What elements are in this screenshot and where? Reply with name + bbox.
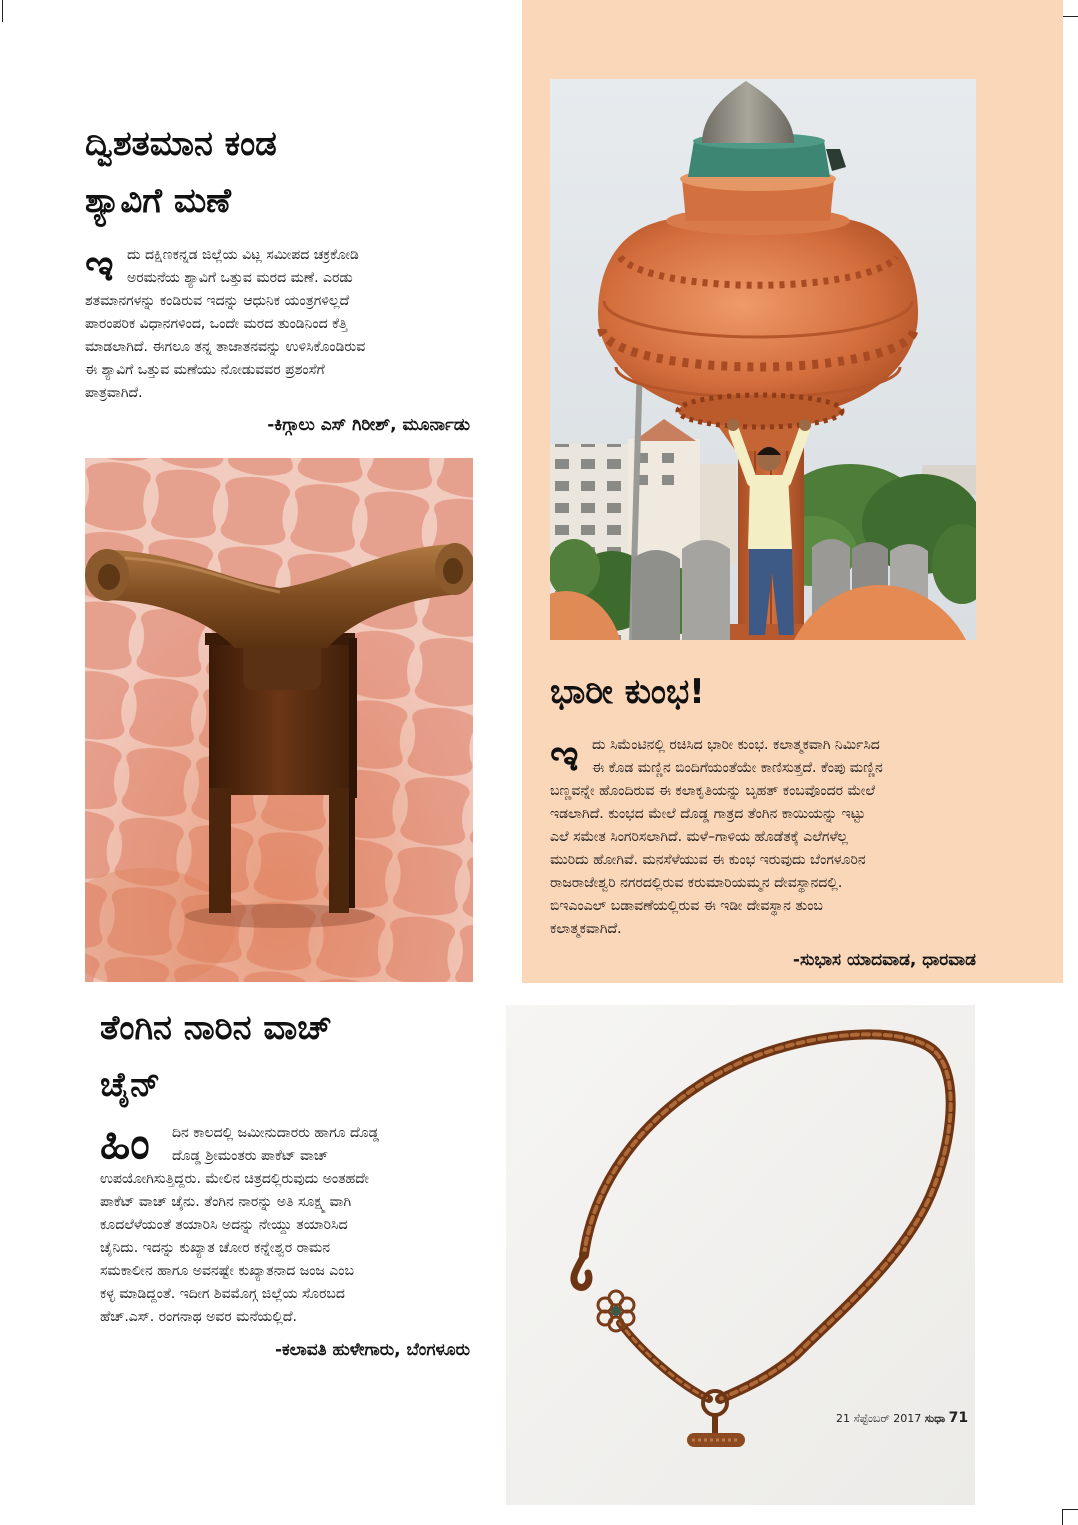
body-line: ಶತಮಾನಗಳನ್ನು ಕಂಡಿರುವ ಇದನ್ನು ಆಧುನಿಕ ಯಂತ್ರಗಳಿಲ್ಲದೆ (85, 293, 350, 309)
title-line: ದ್ವಿಶತಮಾನ ಕಂಡ (85, 124, 277, 164)
title-line: ಚೈನ್ (100, 1065, 161, 1105)
photo-wooden-seat (85, 458, 473, 982)
page-footer (836, 1408, 968, 1429)
body-line: ದೊಡ್ಡ ಶ್ರೀಮಂತರು ಪಾಕೆಟ್ ವಾಚ್ (172, 1148, 329, 1164)
byline: -ಸುಭಾಸ ಯಾದವಾಡ, ಧಾರವಾಡ (792, 950, 976, 970)
byline: -ಕಲಾವತಿ ಹುಳೇಗಾರು, ಬೆಂಗಳೂರು (274, 1340, 470, 1360)
body-line: ದು ದಕ್ಷಿಣಕನ್ನಡ ಜಿಲ್ಲೆಯ ವಿಟ್ಲ ಸಮೀಪದ ಚಕ್ರಕೋಡಿ (127, 247, 359, 263)
crop-mark-bottom-right (1062, 1509, 1078, 1510)
drop-cap: ಇ (550, 730, 579, 781)
body-line: ಕಲಾತ್ಮಕವಾಗಿದೆ. (550, 921, 622, 937)
body-line: ಪಾಕೆಟ್ ವಾಚ್ ಚೈನು. ತೆಂಗಿನ ನಾರನ್ನು ಅತಿ ಸೂಕ್ಷ್ಮ ವಾಗಿ (100, 1194, 352, 1210)
body-line: ಕೂದಲೆಳೆಯಂತೆ ತಯಾರಿಸಿ ಅದನ್ನು ನೇಯ್ದು ತಯಾರಿಸಿದ (100, 1217, 348, 1233)
body-line: ಮುರಿದು ಹೋಗಿವೆ. ಮನಸೆಳೆಯುವ ಈ ಕುಂಭ ಇರುವುದು ಬೆಂಗಳೂರಿನ (550, 852, 866, 868)
body-line: ಅರಮನೆಯ ಶ್ಯಾವಿಗೆ ಒತ್ತುವ ಮರದ ಮಣೆ. ಎರಡು (127, 270, 353, 286)
byline: -ಕಿಗ್ಗಾಲು ಎಸ್ ಗಿರೀಶ್, ಮೂರ್ನಾಡು (267, 415, 470, 435)
page-number: 71 (948, 1410, 969, 1426)
article-title (100, 1000, 331, 1114)
article-title (550, 664, 705, 721)
body-line: ಪಾತ್ರವಾಗಿದೆ. (85, 385, 143, 401)
body-line: ರಾಜರಾಜೇಶ್ವರಿ ನಗರದಲ್ಲಿರುವ ಕರುಮಾರಿಯಮ್ಮನ ದೇವಸ್ಥಾನದಲ್ಲಿ. (550, 875, 843, 891)
body-line: ದಿನ ಕಾಲದಲ್ಲಿ ಜಮೀನುದಾರರು ಹಾಗೂ ದೊಡ್ಡ (172, 1125, 380, 1141)
body-line: ಪಾರಂಪರಿಕ ವಿಧಾನಗಳಿಂದ, ಒಂದೇ ಮರದ ತುಂಡಿನಿಂದ ಕೆತ್ತಿ (85, 316, 348, 332)
body-line: ಈ ಶ್ಯಾವಿಗೆ ಒತ್ತುವ ಮಣೆಯು ನೋಡುವವರ ಪ್ರಶಂಸೆಗೆ (85, 362, 325, 378)
crop-mark-top-right (1062, 16, 1078, 17)
body-line: ಎಲೆ ಸಮೇತ ಸಿಂಗರಿಸಲಾಗಿದೆ. ಮಳೆ–ಗಾಳಿಯ ಹೊಡೆತಕ್ಕೆ ಎಲೆಗಳೆಲ್ಲ (550, 829, 848, 845)
article-body (100, 1118, 472, 1329)
article-body (550, 730, 976, 941)
title-line: ಶ್ಯಾವಿಗೆ ಮಣೆ (85, 181, 231, 221)
body-line: ಬಣ್ಣವನ್ನೇ ಹೊಂದಿರುವ ಈ ಕಲಾಕೃತಿಯನ್ನು ಬೃಹತ್ ಕಂಬವೊಂದರ ಮೇಲೆ (550, 783, 876, 799)
footer-date: 21 ಸೆಪ್ಟೆಂಬರ್ 2017 (836, 1412, 922, 1425)
body-line: ಸಮಕಾಲೀನ ಹಾಗೂ ಅವನಷ್ಟೇ ಕುಖ್ಯಾತನಾದ ಜಂಜ ಎಂಬ (100, 1263, 354, 1279)
title-line: ತೆಂಗಿನ ನಾರಿನ ವಾಚ್ (100, 1008, 332, 1048)
footer-magazine-name: ಸುಧಾ (924, 1412, 946, 1425)
drop-cap: ಇ (85, 240, 114, 291)
body-line: ಉಪಯೋಗಿಸುತ್ತಿದ್ದರು. ಮೇಲಿನ ಚಿತ್ರದಲ್ಲಿರುವುದು ಅಂತಹದೇ (100, 1171, 369, 1187)
body-line: ಚೈನಿದು. ಇದನ್ನು ಕುಖ್ಯಾತ ಚೋರ ಕನ್ನೇಶ್ವರ ರಾಮನ (100, 1240, 331, 1256)
drop-cap: ಹಿಂ (100, 1118, 150, 1169)
photo-background (506, 1005, 975, 1505)
body-line: ಈ ಕೊಡ ಮಣ್ಣಿನ ಬಿಂದಿಗೆಯಂತೆಯೇ ಕಾಣಿಸುತ್ತದೆ. ಕೆಂಪು ಮಣ್ಣಿನ (592, 760, 883, 776)
article-title (85, 116, 277, 230)
body-line: ಬಿಇಎಂಎಲ್ ಬಡಾವಣೆಯಲ್ಲಿರುವ ಈ ಇಡೀ ದೇವಸ್ಥಾನ ತುಂಬ (550, 898, 823, 914)
body-line: ಹೆಚ್.ಎಸ್. ರಂಗನಾಥ ಅವರ ಮನೆಯಲ್ಲಿದೆ. (100, 1309, 297, 1325)
body-line: ದು ಸಿಮೆಂಟಿನಲ್ಲಿ ರಚಿಸಿದ ಭಾರೀ ಕುಂಭ. ಕಲಾತ್ಮಕವಾಗಿ ನಿರ್ಮಿಸಿದ (592, 737, 880, 753)
title-line: ಭಾರೀ ಕುಂಭ! (550, 672, 705, 712)
crop-mark-top-left (2, 0, 3, 22)
body-line: ಕಳ್ಳ ಮಾಡಿದ್ದಂತೆ. ಇದೀಗ ಶಿವಮೊಗ್ಗ ಜಿಲ್ಲೆಯ ಸೊರಬದ (100, 1286, 345, 1302)
photo-giant-pot (550, 79, 976, 640)
body-line: ಮಾಡಲಾಗಿದೆ. ಈಗಲೂ ತನ್ನ ತಾಜಾತನವನ್ನು ಉಳಿಸಿಕೊಂಡಿರುವ (85, 339, 366, 355)
article-body (85, 240, 473, 405)
crop-mark-bottom-right (1062, 1509, 1063, 1525)
body-line: ಇಡಲಾಗಿದೆ. ಕುಂಭದ ಮೇಲೆ ದೊಡ್ಡ ಗಾತ್ರದ ತೆಂಗಿನ ಕಾಯಿಯನ್ನು ಇಟ್ಟು (550, 806, 866, 822)
photo-watch-chain (506, 1005, 975, 1505)
